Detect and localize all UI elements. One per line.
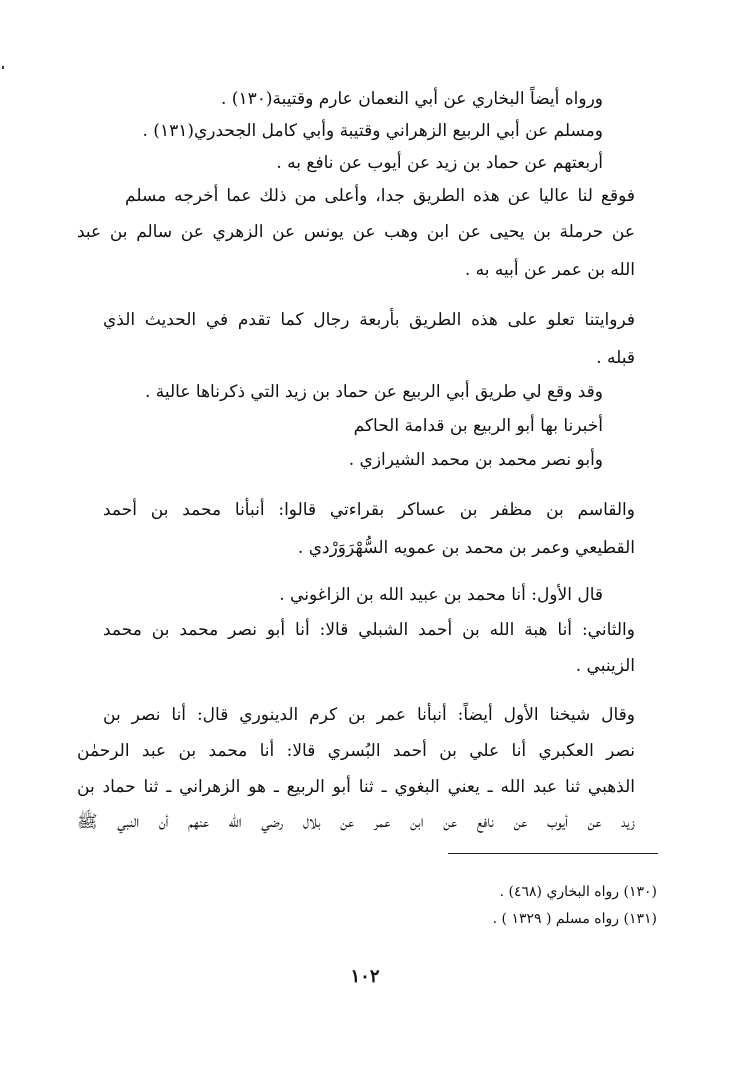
text-line: وأبو نصر محمد بن محمد الشيرازي .	[348, 450, 603, 470]
text-line: الذهبي ثنا عبد الله ـ يعني البغوي ـ ثنا أبو الربيع ـ هو الزهراني ـ ثنا حماد بن	[77, 777, 635, 797]
text-line: فوقع لنا عاليا عن هذه الطريق جدا، وأعلى من ذلك عما أخرجه مسلم	[125, 186, 635, 206]
text-line: والقاسم بن مظفر بن عساكر بقراءتي قالوا: أنبأنا محمد بن أحمد	[103, 500, 635, 520]
text-line: فروايتنا تعلو على هذه الطريق بأربعة رجال كما تقدم في الحديث الذي	[103, 310, 635, 330]
text-line: ورواه أيضاً البخاري عن أبي النعمان عارم وقتيبة(١٣٠) .	[221, 89, 603, 109]
text-line: قال الأول: أنا محمد بن عبيد الله بن الزاغوني .	[279, 585, 603, 605]
text-line: نصر العكبري أنا علي بن أحمد البُسري قالا: أنا محمد بن عبد الرحمٰن	[77, 741, 635, 761]
text-line: الزينبي .	[575, 656, 635, 676]
page-number: ١٠٢	[350, 966, 380, 987]
text-line: زيد عن أيوب عن نافع عن ابن عمر عن بلال رضي الله عنهم أن النبي ﷺ	[77, 812, 635, 832]
footnote-separator	[448, 853, 658, 854]
text-line: الله بن عمر عن أبيه به .	[464, 260, 635, 280]
text-line: قبله .	[596, 348, 635, 368]
scan-speck	[2, 66, 4, 69]
footnote: (١٣٠) رواه البخاري (٤٦٨) .	[499, 884, 657, 900]
text-line: ومسلم عن أبي الربيع الزهراني وقتيبة وأبي كامل الجحدري(١٣١) .	[142, 121, 603, 141]
text-line: القطيعي وعمر بن محمد بن عمويه السُّهْرَوَرْدي .	[297, 538, 635, 558]
footnote: (١٣١) رواه مسلم ( ١٣٢٩ ) .	[492, 911, 657, 927]
text-line: وقد وقع لي طريق أبي الربيع عن حماد بن زيد التي ذكرناها عالية .	[144, 382, 603, 402]
text-line: وقال شيخنا الأول أيضاً: أنبأنا عمر بن كرم الدينوري قال: أنا نصر بن	[103, 705, 635, 725]
text-line: أربعتهم عن حماد بن زيد عن أيوب عن نافع به .	[276, 153, 603, 173]
text-line: والثاني: أنا هبة الله بن أحمد الشبلي قالا: أنا أبو نصر محمد بن محمد	[103, 620, 635, 640]
text-line: أخبرنا بها أبو الربيع بن قدامة الحاكم	[353, 416, 603, 436]
text-line: عن حرملة بن يحيى عن ابن وهب عن يونس عن الزهري عن سالم بن عبد	[77, 222, 635, 242]
